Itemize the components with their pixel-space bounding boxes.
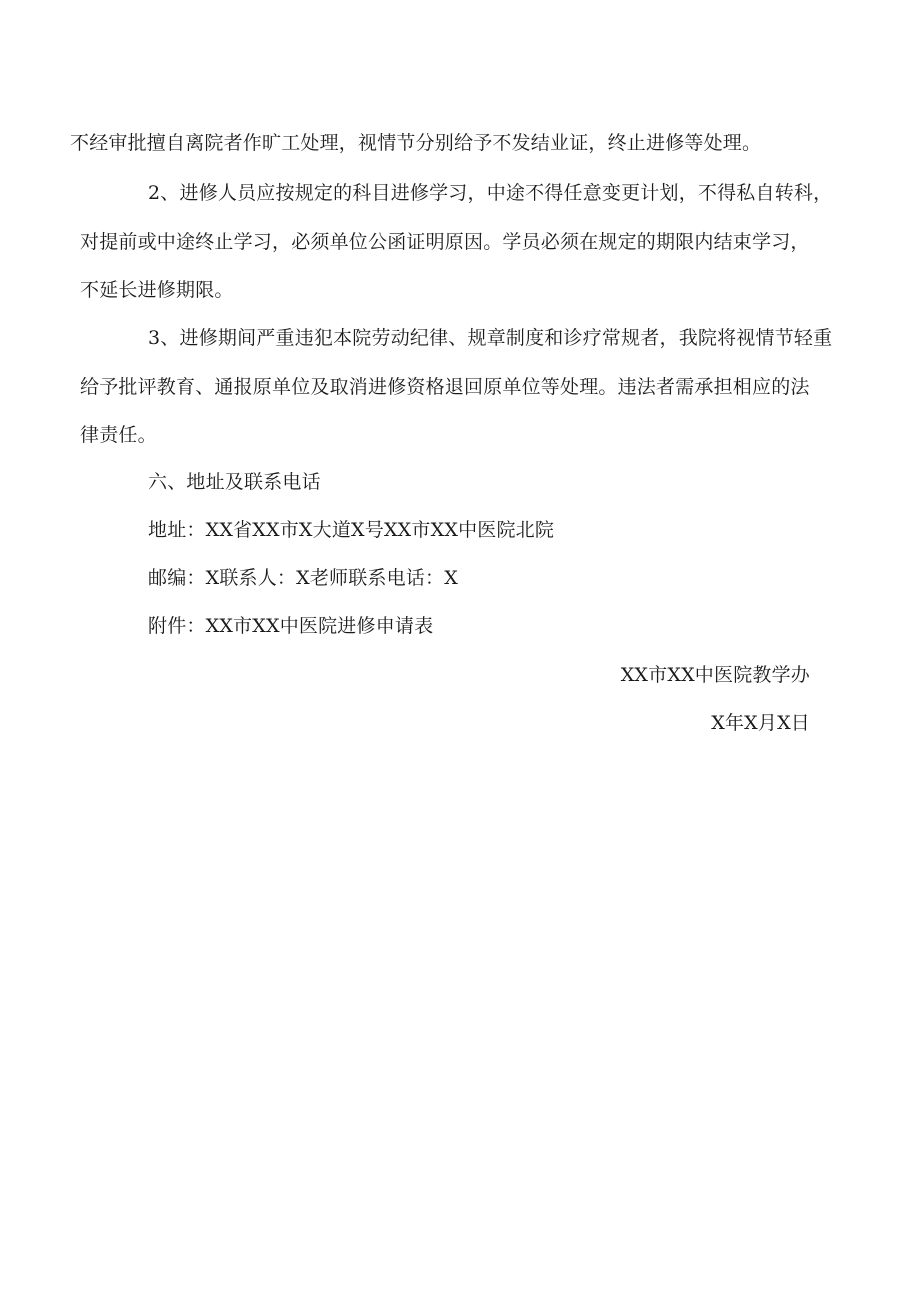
paragraph-line-2: 2、进修人员应按规定的科目进修学习，中途不得任意变更计划，不得私自转科， [148,182,833,204]
contact-line: 邮编：X联系人：X老师联系电话：X [148,567,458,589]
paragraph-line-1: 不经审批擅自离院者作旷工处理，视情节分别给予不发结业证，终止进修等处理。 [70,132,762,154]
paragraph-line-7: 律责任。 [80,424,157,446]
attachment-line: 附件：XX市XX中医院进修申请表 [148,615,434,637]
paragraph-line-5: 3、进修期间严重违犯本院劳动纪律、规章制度和诊疗常规者，我院将视情节轻重 [148,327,833,349]
address-line: 地址：XX省XX市X大道X号XX市XX中医院北院 [148,519,555,541]
signature-organization: XX市XX中医院教学办 [620,664,810,686]
paragraph-line-4: 不延长进修期限。 [80,279,234,301]
paragraph-line-3: 对提前或中途终止学习，必须单位公函证明原因。学员必须在规定的期限内结束学习， [80,231,810,253]
signature-date: X年X月X日 [711,712,810,734]
section-heading: 六、地址及联系电话 [148,471,321,493]
paragraph-line-6: 给予批评教育、通报原单位及取消进修资格退回原单位等处理。违法者需承担相应的法 [80,376,810,398]
